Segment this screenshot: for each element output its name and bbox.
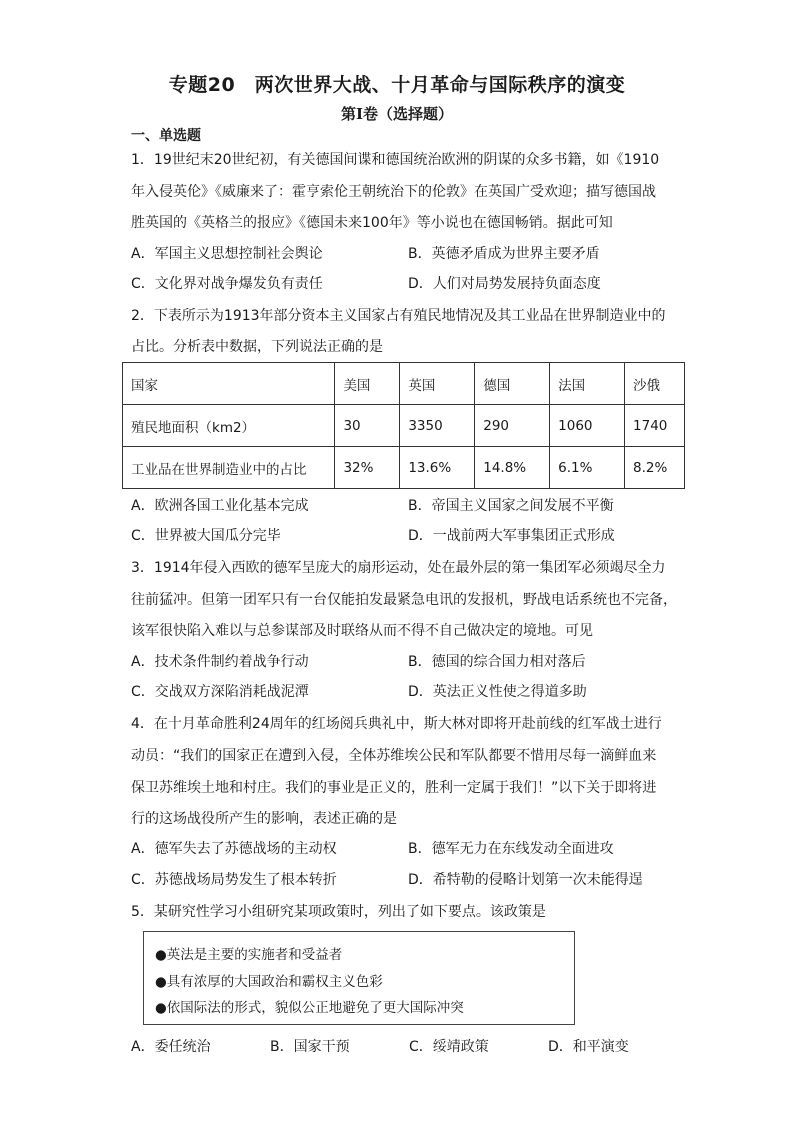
- q2-option-a[interactable]: A．欧洲各国工业化基本完成: [131, 498, 309, 514]
- q5-option-b[interactable]: B．国家干预: [270, 1039, 350, 1055]
- page-title: 专题20 两次世界大战、十月革命与国际秩序的演变: [168, 74, 626, 96]
- q4-line: 保卫苏维埃土地和村庄。我们的事业是正义的，胜利一定属于我们！”以下关于即将进: [131, 780, 657, 796]
- q1-option-c[interactable]: C．文化界对战争爆发负有责任: [131, 276, 323, 292]
- q3-line: 往前猛冲。但第一团军只有一台仅能拍发最紧急电讯的发报机，野战电话系统也不完备，: [131, 592, 677, 608]
- q5-option-c[interactable]: C．绥靖政策: [409, 1039, 489, 1055]
- q1-option-a[interactable]: A．军国主义思想控制社会舆论: [131, 246, 323, 262]
- q1-option-b[interactable]: B．英德矛盾成为世界主要矛盾: [408, 246, 600, 262]
- table-row: [123, 447, 685, 489]
- table-cell: 工业品在世界制造业中的占比: [123, 447, 335, 489]
- table-header-cell: 美国: [335, 363, 400, 405]
- table-cell: 1060: [550, 405, 625, 447]
- q4-line: 4．在十月革命胜利24周年的红场阅兵典礼中，斯大林对即将开赴前线的红军战士进行: [131, 716, 662, 732]
- policy-point: ●英法是主要的实施者和受益者: [155, 947, 343, 963]
- table-cell: 6.1%: [550, 447, 625, 489]
- q5-line: 5．某研究性学习小组研究某项政策时，列出了如下要点。该政策是: [131, 904, 546, 920]
- q1-option-d[interactable]: D．人们对局势发展持负面态度: [408, 276, 601, 292]
- section-heading: 一、单选题: [131, 128, 201, 144]
- q2-option-d[interactable]: D．一战前两大军事集团正式形成: [408, 528, 615, 544]
- table-header-cell: 英国: [400, 363, 475, 405]
- colony-data-table: [122, 362, 685, 489]
- q3-option-b[interactable]: B．德国的综合国力相对落后: [408, 654, 586, 670]
- q2-option-c[interactable]: C．世界被大国瓜分完毕: [131, 528, 281, 544]
- table-cell: 殖民地面积（km2）: [123, 405, 335, 447]
- q2-line: 2．下表所示为1913年部分资本主义国家占有殖民地情况及其工业品在世界制造业中的: [131, 308, 666, 324]
- q3-option-d[interactable]: D．英法正义性使之得道多助: [408, 684, 587, 700]
- q3-option-c[interactable]: C．交战双方深陷消耗战泥潭: [131, 684, 309, 700]
- q3-option-a[interactable]: A．技术条件制约着战争行动: [131, 654, 309, 670]
- table-cell: 14.8%: [475, 447, 550, 489]
- q2-line: 占比。分析表中数据，下列说法正确的是: [131, 339, 383, 355]
- table-cell: 32%: [335, 447, 400, 489]
- table-cell: 290: [475, 405, 550, 447]
- q5-option-a[interactable]: A．委任统治: [131, 1039, 211, 1055]
- q2-option-b[interactable]: B．帝国主义国家之间发展不平衡: [408, 498, 614, 514]
- q4-line: 行的这场战役所产生的影响，表述正确的是: [131, 811, 397, 827]
- q4-option-d[interactable]: D．希特勒的侵略计划第一次未能得逞: [408, 872, 643, 888]
- table-header-row: [123, 363, 685, 405]
- q1-line: 胜英国的《英格兰的报应》《德国未来100年》等小说也在德国畅销。据此可知: [131, 215, 613, 231]
- q3-line: 3．1914年侵入西欧的德军呈庞大的扇形运动，处在最外层的第一集团军必须竭尽全力: [131, 560, 666, 576]
- table-header-cell: 沙俄: [625, 363, 685, 405]
- table-cell: 13.6%: [400, 447, 475, 489]
- q5-option-d[interactable]: D．和平演变: [548, 1039, 629, 1055]
- q4-line: 动员：“我们的国家正在遭到入侵，全体苏维埃公民和军队都要不惜用尽每一滴鲜血来: [131, 748, 657, 764]
- q4-option-b[interactable]: B．德军无力在东线发动全面进攻: [408, 841, 614, 857]
- table-cell: 8.2%: [625, 447, 685, 489]
- q1-line: 1．19世纪末20世纪初，有关德国间谍和德国统治欧洲的阴谋的众多书籍，如《1910: [131, 152, 660, 168]
- table-cell: 1740: [625, 405, 685, 447]
- policy-point: ●依国际法的形式，貌似公正地避免了更大国际冲突: [155, 1000, 464, 1016]
- q4-option-c[interactable]: C．苏德战场局势发生了根本转折: [131, 872, 337, 888]
- table-header-cell: 德国: [475, 363, 550, 405]
- q3-line: 该军很快陷入难以与总参谋部及时联络从而不得不自己做决定的境地。可见: [131, 623, 593, 639]
- table-row: [123, 405, 685, 447]
- table-cell: 30: [335, 405, 400, 447]
- table-header-cell: 法国: [550, 363, 625, 405]
- paper-subtitle: 第Ⅰ卷（选择题）: [340, 105, 454, 123]
- q4-option-a[interactable]: A．德军失去了苏德战场的主动权: [131, 841, 337, 857]
- table-header-cell: 国家: [123, 363, 335, 405]
- q1-line: 年入侵英伦》《威廉来了：霍亨索伦王朝统治下的伦敦》在英国广受欢迎；描写德国战: [131, 184, 656, 200]
- table-cell: 3350: [400, 405, 475, 447]
- policy-point: ●具有浓厚的大国政治和霸权主义色彩: [155, 974, 383, 990]
